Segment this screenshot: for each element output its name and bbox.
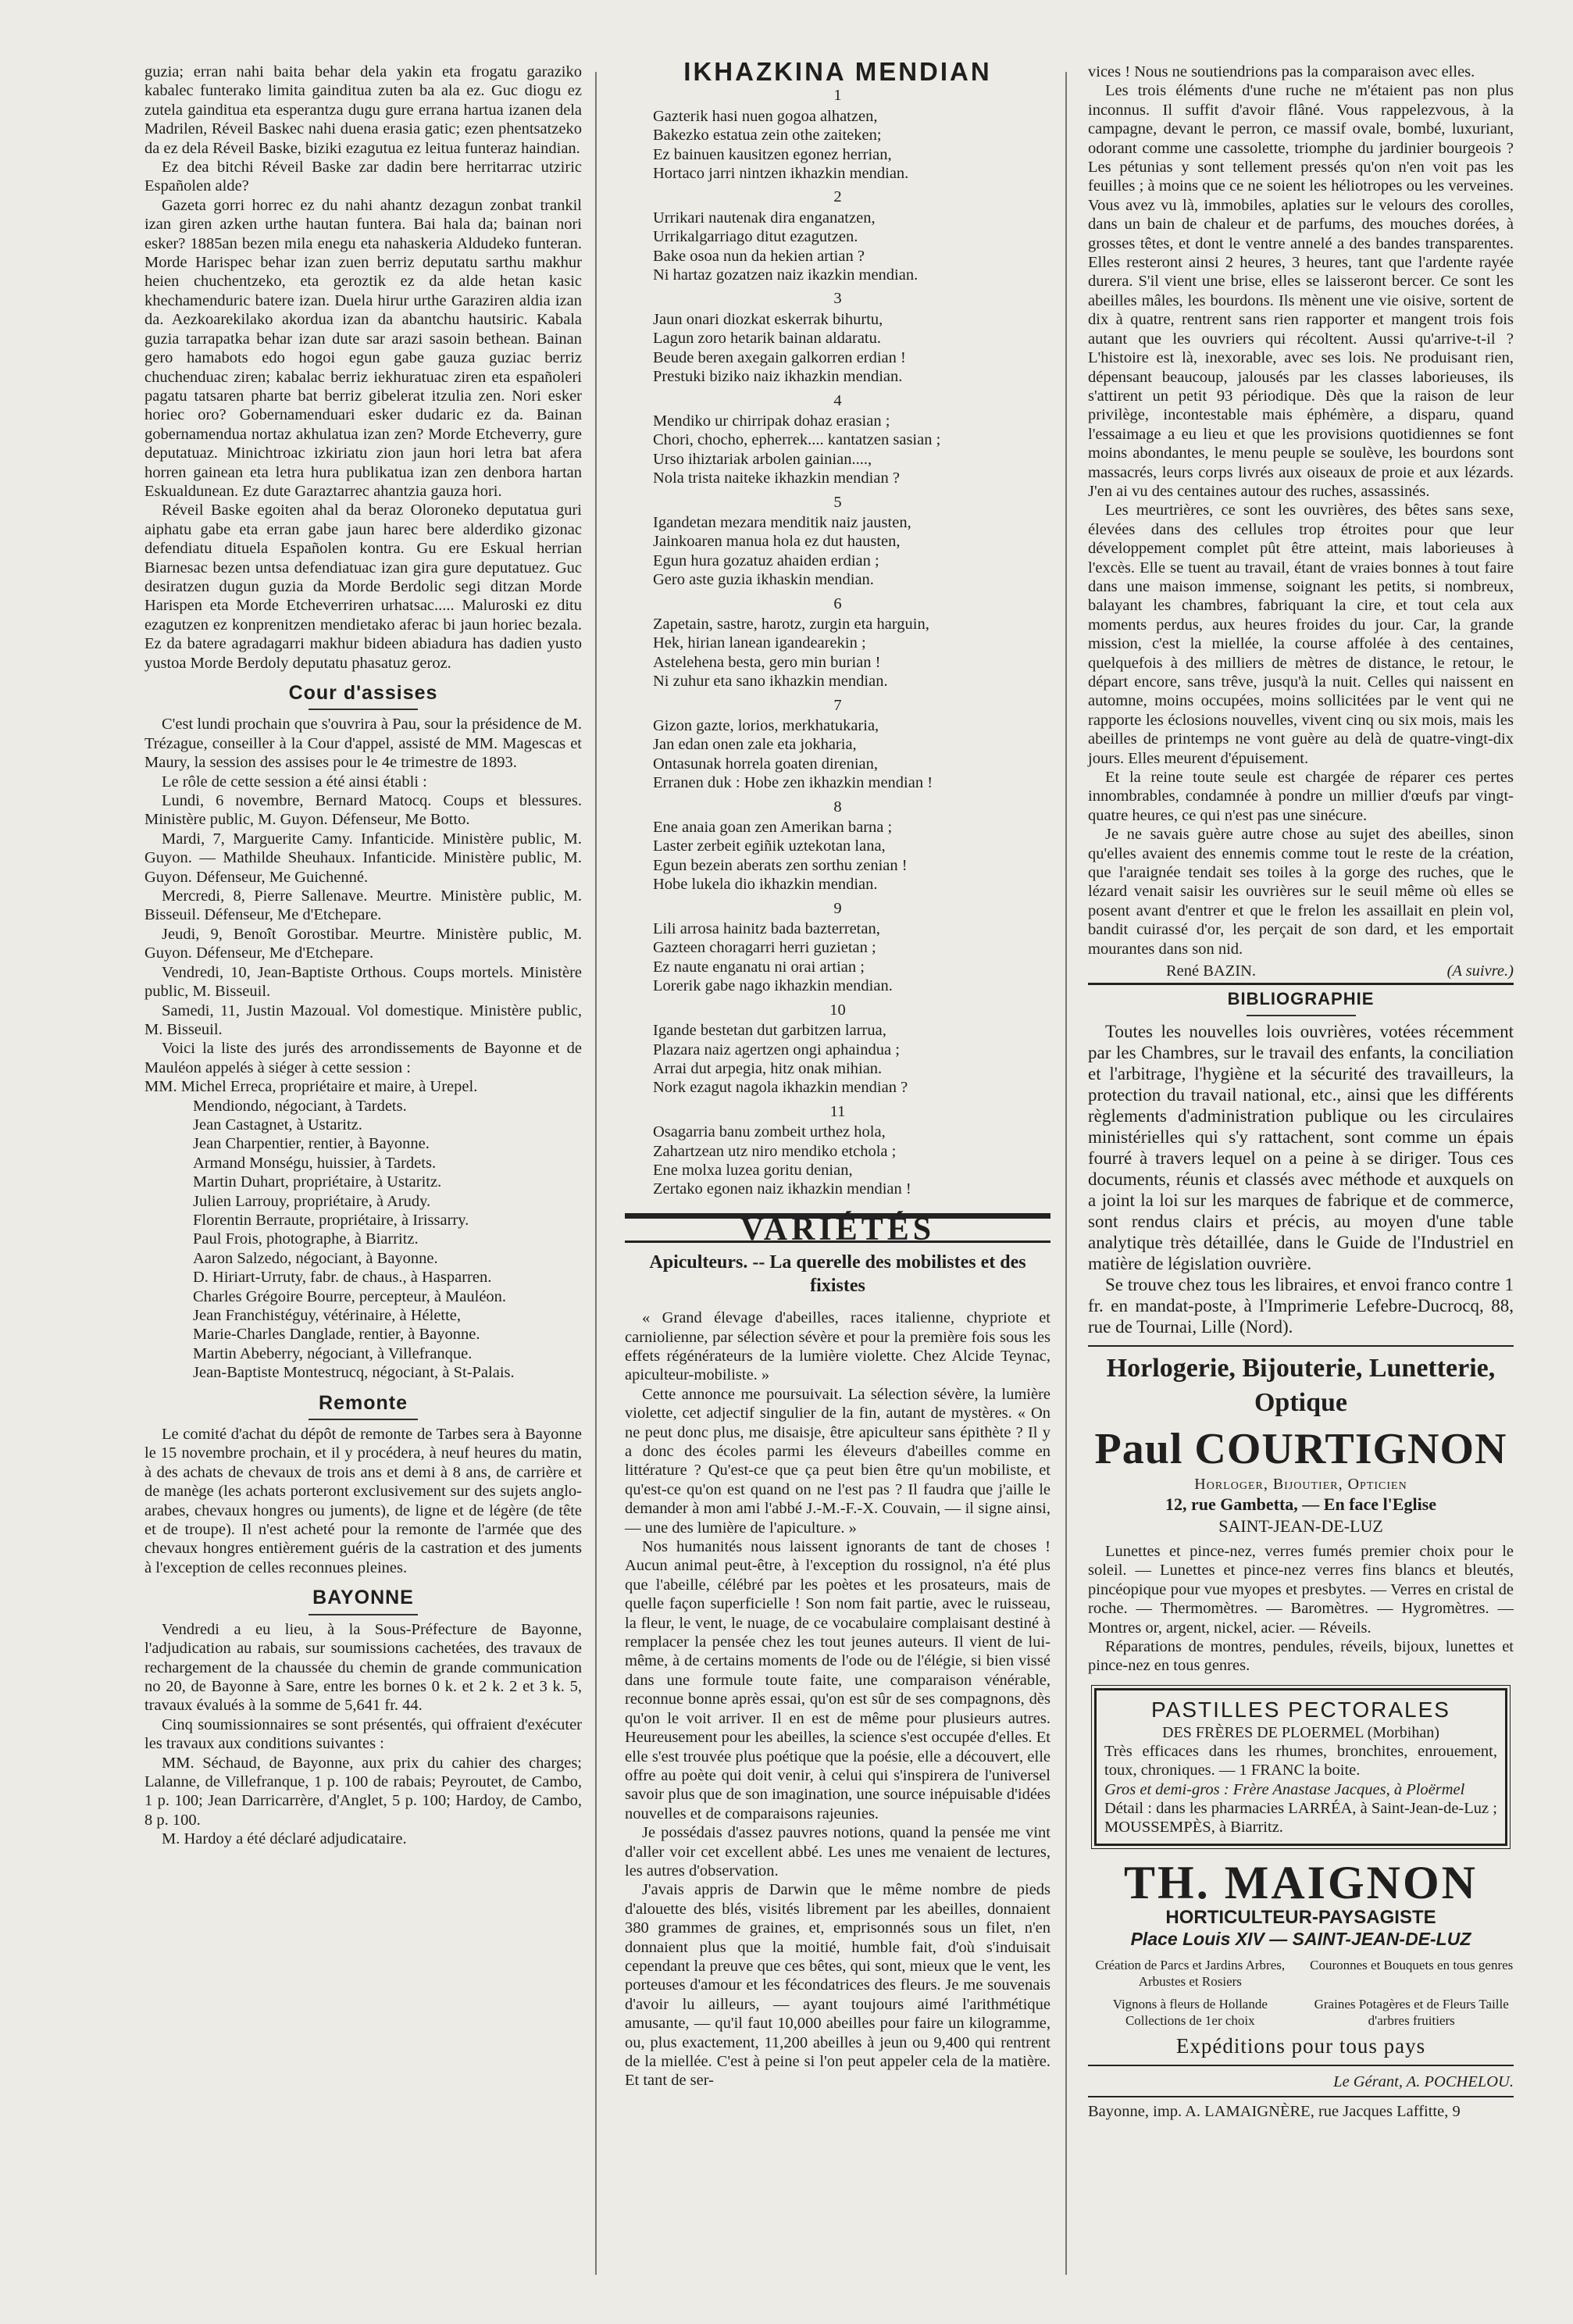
to-be-continued: (A suivre.) [1446, 962, 1514, 980]
jure-item: Mendiondo, négociant, à Tardets. [193, 1097, 407, 1115]
jure-item: Florentin Berraute, propriétaire, à Irissarry. [193, 1211, 469, 1229]
jure-item: Julien Larrouy, propriétaire, à Arudy. [193, 1192, 431, 1210]
stanza-line: Zahartzean utz niro mendiko etchola ; [653, 1142, 897, 1160]
stanza-line: Chori, chocho, epherrek.... kantatzen sasian ; [653, 431, 941, 449]
article-paragraph: Les trois éléments d'une ruche ne m'étaient pas non plus inconnus. Il suffit d'avoir flâné. Vous rappelezvous, à la campagne, devant le perron, ce massif ovale, bombé, luxuriant, odorant comme une cassolette, triomphe du jardinier bourgeois ? Les pétunias y sont tellement pressés qu'on n'en voit pas les feuilles ; à moins que ce ne soient les héliotropes ou les verveines. Vous avez vu là, immobiles, aplaties sur le velours des corolles, dans un bain de chaleur et de parfums, des mouches dorées, à grosses têtes, et dont le ventre annelé a des bandes transparentes. Elles resteront ainsi 2 heures, 3 heures, tant que l'ardente rayée durera. S'il vient une brise, elles se laisseront bercer. Ce sont les abeilles mâles, les bourdons. Ils mènent une vie oisive, sortent de dix à quatre, rentrent sans rien rapporter et mangent trois fois autant que les ouvriers qui récoltent. Aussi qu'arrive-t-il ? L'histoire est là, inexorable, avec ses lois. Ne produisant rien, dépensant beaucoup, jalousés par les classes laborieuses, ils s'attirent un petit 93 périodique. Dès que la raison de leur privilège, incontestable mais éphémère, a disparu, quand l'essaimage a eu lieu et que les provisions quotidiennes se font moins abondantes, le menu peuple se soulève, les bourdons sont massacrés, leurs corps livrés aux oiseaux de proie et aux lézards. J'en ai vu des centaines autour des ruches, assassinés. [1088, 82, 1514, 500]
ad-maignon-service: Graines Potagères et de Fleurs Taille d'arbres fruitiers [1314, 1996, 1509, 2028]
ad-pastilles [1094, 1688, 1507, 1846]
stanza-line: Hek, hirian lanean igandearekin ; [653, 634, 866, 652]
jure-item: Jean Castagnet, à Ustaritz. [193, 1116, 362, 1133]
stanza-line: Lili arrosa hainitz bada bazterretan, [653, 920, 880, 938]
ad-maignon-place: Place Louis XIV — SAINT-JEAN-DE-LUZ [1130, 1928, 1471, 1949]
bayonne-text: M. Hardoy a été déclaré adjudicataire. [162, 1830, 407, 1848]
assises-item: Samedi, 11, Justin Mazoual. Vol domestique. Ministère public, M. Bisseuil. [144, 1001, 582, 1038]
heading-rule [309, 1419, 418, 1420]
stanza-line: Lorerik gabe nago ikhazkin mendian. [653, 977, 893, 995]
stanza-line: Zapetain, sastre, harotz, zurgin eta harguin, [653, 615, 929, 633]
ad-maignon [1088, 1858, 1514, 2060]
article-paragraph: J'avais appris de Darwin que le même nombre de pieds d'alouette des blés, visités librement par les abeilles, donnaient 380 grammes de graines, et, emprisonnés sous un filet, n'en donnaient plus que la moitié, humble fait, d'où s'induisait cependant la preuve que ces bêtes, qui sont, mieux que le vent, les porteuses d'amour et les fécondatrices des fleurs. Je me souvenais d'avoir lu ailleurs, — ayant toujours aimé l'arithmétique amusante, — qu'il faut 10,000 abeilles pour faire un kilogramme, ou, plus exactement, 11,200 abeilles à jeun ou 9,400 qui rentrent de la miellée. C'est à peine si l'on peut appeler cela de la matière. Et tant de ser- [625, 1881, 1050, 2090]
varietes-heading: VARIÉTÉS [625, 1213, 1050, 1243]
column-rule-1 [595, 72, 597, 2275]
stanza-line: Gazteen choragarri herri guzietan ; [653, 939, 876, 957]
stanza-line: Gazterik hasi nuen gogoa alhatzen, [653, 107, 878, 125]
ad-maignon-service: Couronnes et Bouquets en tous genres [1310, 1957, 1514, 1972]
assises-item: Le rôle de cette session a été ainsi établi : [162, 773, 427, 791]
stanza-number: 8 [833, 798, 842, 816]
jures-list [144, 1077, 582, 1383]
footer [1088, 2065, 1514, 2122]
stanza-number: 7 [833, 696, 842, 714]
stanza-line: Bakezko estatua zein othe zaiteken; [653, 127, 882, 145]
stanza-number: 10 [829, 1001, 846, 1019]
article-paragraph: vices ! Nous ne soutiendrions pas la comparaison avec elles. [1088, 63, 1475, 80]
stanza-line: Laster zerbeit egiñik uztekotan lana, [653, 837, 886, 855]
stanza-line: Lagun zoro hetarik bainan aldaratu. [653, 330, 881, 348]
stanza-number: 4 [833, 391, 842, 409]
jure-item: Jean Franchistéguy, vétérinaire, à Hélette, [193, 1307, 462, 1324]
stanza-line: Egun hura gozatuz ahaiden erdian ; [653, 552, 879, 569]
jure-item: Armand Monségu, huissier, à Tardets. [193, 1154, 437, 1172]
article-signature-row [1088, 962, 1514, 984]
gerant-line: Le Gérant, A. POCHELOU. [1333, 2072, 1514, 2090]
stanza-line: Astelehena besta, gero min burian ! [653, 653, 881, 671]
assises-heading: Cour d'assises [288, 682, 438, 704]
stanza-line: Ez naute enganatu ni orai artian ; [653, 958, 865, 976]
poem-title: IKHAZKINA MENDIAN [683, 57, 992, 86]
jure-item: Aaron Salzedo, négociant, à Bayonne. [193, 1249, 438, 1267]
assises-item: Voici la liste des jurés des arrondissements de Bayonne et de Mauléon appelés à siéger à cette session : [144, 1040, 582, 1076]
article-paragraph: Nos humanités nous laissent ignorants de tant de choses ! Aucun animal peut-être, à l'exception du rossignol, n'a été plus que l'abeille, célébré par les poètes et les prosateurs, mais de quelle façon superficielle ! Son nom fait partie, avec le ruisseau, la fleur, le vent, le nuage, de ce vocabulaire complaisant destiné à remplacer la pensée chez les tout jeunes auteurs. Il vient de lui-même, à de certains moments de l'ode ou de l'élégie, si bien vissé dans une formule toute faite, une comparaison vénérable, reconnue bonne après essai, qu'on est sûr de ses compagnons, dès qu'on le voit arriver. Il en est de même pour plusieurs autres. Heureusement pour les abeilles, la science s'est occupée d'elles. Et elle s'est trouvée plus poétique que la poésie, elle a découvert, elle offre au poète qui doit venir, à celui qui s'inspirera de l'universel savoir plus que de son imagination, une source inépuisable d'idées nouvelles et de comparaisons rajeunies. [625, 1538, 1050, 1822]
stanza-line: Urrikalgarriago ditut ezagutzen. [653, 228, 858, 246]
stanza-line: Ez bainuen kausitzen egonez herrian, [653, 145, 892, 163]
ad-shop-address: 12, rue Gambetta, — En face l'Eglise [1165, 1494, 1437, 1514]
ad-pastilles-text: Très efficaces dans les rhumes, bronchites, enrouement, toux, chroniques. — 1 FRANC la boite. [1104, 1742, 1497, 1780]
stanza-number: 2 [833, 188, 842, 206]
ad-maignon-services-1 [1088, 1957, 1514, 1990]
stanza-line: Beude beren axegain galkorren erdian ! [653, 348, 906, 366]
stanza-line: Ene anaia goan zen Amerikan barna ; [653, 819, 893, 837]
column-1 [144, 62, 582, 1849]
stanza-line: Urrikari nautenak dira enganatzen, [653, 209, 876, 227]
ad-pastilles-sub: DES FRÈRES DE PLOERMEL (Morbihan) [1162, 1723, 1439, 1741]
ad-maignon-shipping: Expéditions pour tous pays [1175, 2033, 1426, 2058]
bibliography-text: Se trouve chez tous les libraires, et envoi franco contre 1 fr. en mandat-poste, à l'Imprimerie Lefebre-Ducrocq, 88, rue de Tournai, Lille (Nord). [1088, 1274, 1514, 1337]
heading-rule [1247, 1015, 1356, 1016]
jure-item: Charles Grégoire Bourre, percepteur, à Mauléon. [193, 1287, 507, 1305]
stanza-line: Zertako egonen naiz ikhazkin mendian ! [653, 1180, 911, 1198]
ad-maignon-services-2 [1088, 1996, 1514, 2029]
ad-shop-trades: Horloger, Bijoutier, Opticien [1194, 1475, 1407, 1493]
ad-pastilles-retail: Détail : dans les pharmacies LARRÉA, à Saint-Jean-de-Luz ; MOUSSEMPÈS, à Biarritz. [1104, 1799, 1497, 1837]
stanza-line: Jainkoaren manua hola ez dut hausten, [653, 533, 901, 551]
basque-paragraph: Ez dea bitchi Réveil Baske zar dadin bere herritarrac utziric Españolen alde? [144, 159, 582, 195]
remonte-text: Le comité d'achat du dépôt de remonte de Tarbes sera à Bayonne le 15 novembre prochain, et il y procédera, à neuf heures du matin, à des achats de chevaux de trois ans et demi à 8 ans, de carrière et de manège (les achats porteront exclusivement sur des sujets anglo-arabes, chevaux hongres ou juments), de ligne et de légère (de tête et de troupe). Il n'est acheté pour la remonte de l'armée que des chevaux hongres entièrement guéris de la castration et des juments à l'exception de celles reconnues pleines. [144, 1426, 582, 1576]
stanza-line: Jan edan onen zale eta jokharia, [653, 736, 857, 754]
jure-item: MM. Michel Erreca, propriétaire et maire, à Urepel. [144, 1078, 478, 1096]
stanza-line: Igandetan mezara menditik naiz jausten, [653, 513, 911, 531]
stanza-line: Nola trista naiteke ikhazkin mendian ? [653, 469, 900, 487]
stanza-line: Ontasunak horrela goaten direnian, [653, 755, 879, 773]
stanza-number: 1 [833, 87, 842, 105]
stanza-line: Bake osoa nun da hekien artian ? [653, 247, 865, 265]
stanza-line: Ni zuhur eta sano ikhazkin mendian. [653, 673, 888, 691]
author-signature: René BAZIN. [1166, 962, 1257, 980]
ad-maignon-trade: HORTICULTEUR-PAYSAGISTE [1165, 1906, 1436, 1928]
article-paragraph: Les meurtrières, ce sont les ouvrières, des bêtes sans sexe, élevées dans des cellules trop étroites pour que leur développement complet pût être atteint, mais laborieuses à l'excès. Elle se tuent au travail, étant de vraies bonnes à tout faire dans une maison immense, soignant les petits, si nombreux, balayant les chambres, fabriquant la cire, et tout cela aux moments perdus, aux heures froides du jour. Car, la grande mission, c'est la miellée, la course affolée à des centaines, quelquefois à des milliers de mètres de distance, le retour, le départ encore, sans trêve, jusqu'à la nuit. Celles qui naissent en automne, moins occupées, moins sollicitées par le vent qui ne rapporte les éclosions nouvelles, vivent cinq ou six mois, mais les abeilles de printemps ne vont guère au delà de quatre-vingt-dix jours. Elles meurent d'épuisement. [1088, 502, 1514, 767]
article-paragraph: Et la reine toute seule est chargée de réparer ces pertes innombrables, condamnée à pondre un millier d'œufs par vingt-quatre heures, ce qui n'est pas une sinécure. [1088, 769, 1514, 824]
jure-item: Jean-Baptiste Montestrucq, négociant, à St-Palais. [193, 1364, 515, 1382]
bibliography-heading: BIBLIOGRAPHIE [1227, 988, 1375, 1008]
bayonne-heading: BAYONNE [312, 1587, 414, 1609]
stanza-line: Hobe lukela dio ikhazkin mendian. [653, 876, 878, 894]
poem-stanzas [625, 86, 1050, 1198]
ad-pastilles-title: PASTILLES PECTORALES [1151, 1697, 1450, 1722]
stanza-line: Gizon gazte, lorios, merkhatukaria, [653, 717, 879, 734]
stanza-number: 11 [829, 1102, 846, 1120]
assises-item: Jeudi, 9, Benoît Gorostibar. Meurtre. Ministère public, M. Guyon. Défenseur, Me d'Etchepare. [144, 925, 582, 962]
stanza-line: Ni hartaz gozatzen naiz ikazkin mendian. [653, 266, 918, 284]
stanza-line: Arrai dut arpegia, hitz onak mihian. [653, 1059, 883, 1077]
stanza-line: Urso ihiztariak arbolen gainian...., [653, 450, 872, 468]
article-paragraph: Cette annonce me poursuivait. La sélection sévère, la lumière violette, cet adjectif singulier de la fin, autant de mystères. « On ne peut donc plus, me disaisje, être apiculteur sans épithète ? Il y a donc des écoles parmi les éleveurs d'abeilles comme en littérature ? Qu'est-ce que ça peut bien être qu'un mobiliste, et qu'est-ce qu'on est quand on ne l'est pas ? Il faudra que j'aille le demander à mon ami l'abbé J.-M.-F.-X. Couvain, — il signe ainsi, — une des lumière de l'apiculture. » [625, 1385, 1050, 1537]
ad-pastilles-wholesale: Gros et demi-gros : Frère Anastase Jacques, à Ploërmel [1104, 1780, 1465, 1798]
bayonne-text: Cinq soumissionnaires se sont présentés, qui offraient d'exécuter les travaux aux conditions suivantes : [144, 1715, 582, 1753]
stanza-line: Hortaco jarri nintzen ikhazkin mendian. [653, 165, 909, 183]
stanza-number: 6 [833, 594, 842, 612]
stanza-line: Mendiko ur chirripak dohaz erasian ; [653, 412, 890, 430]
column-2 [625, 57, 1050, 2090]
stanza-number: 3 [833, 290, 842, 308]
stanza-line: Osagarria banu zombeit urthez hola, [653, 1123, 886, 1141]
bibliography-text: Toutes les nouvelles lois ouvrières, votées récemment par les Chambres, sur le travail des enfants, la conciliation et l'arbitrage, l'hygiène et la sécurité des travailleurs, la protection du travail national, etc., ainsi que les différents règlements d'administration publique ou les circulaires ministérielles qui s'y rattachent, sont comme un épais fourré à travers lequel on a peine à se diriger. Tous ces documents, réunis et classés avec méthode et auxquels on a joint la loi sur les marques de fabrique et de commerce, sont rendus clairs et précis, au moyen d'une table analytique très détaillée, dans le Guide de l'Industriel en matière de législation ouvrière. [1088, 1021, 1514, 1273]
stanza-line: Egun bezein aberats zen sorthu zenian ! [653, 856, 908, 874]
column-3 [1088, 62, 1514, 2122]
article-paragraph: Je possédais d'assez pauvres notions, quand la pensée me vint d'aller voir cet excellent abbé. Les unes me venaient de lectures, les autres d'observation. [625, 1824, 1050, 1880]
column-rule-2 [1065, 72, 1067, 2275]
ad-shop-text: Réparations de montres, pendules, réveils, bijoux, lunettes et pince-nez en tous genres. [1088, 1637, 1514, 1675]
stanza-line: Ene molxa luzea goritu denian, [653, 1161, 853, 1179]
stanza-number: 5 [833, 493, 842, 511]
ad-maignon-name: TH. MAIGNON [1124, 1856, 1478, 1908]
basque-paragraph: guzia; erran nahi baita behar dela yakin eta frogatu garaziko kabalec funterako limita gainditua zuten ba ala ez. Guc diogu ez zutela gainditua eta esperantza dugu gure errana hartua izanen dela Madrilen, Réveil Baskec nahi duena erasia gatic; ezen phentsatzeko da ez dela Réveil Baske, biziki ezagutua ez leitua funteraz haindian. [144, 63, 582, 157]
ad-courtignon [1088, 1345, 1514, 1676]
jure-item: Marie-Charles Danglade, rentier, à Bayonne. [193, 1326, 480, 1344]
article-paragraph: « Grand élevage d'abeilles, races italienne, chypriote et carniolienne, par sélection sévère et pour la première fois sous les effets régénérateurs de la lumière violette. Chez Alcide Teynac, apiculteur-mobiliste. » [625, 1309, 1050, 1384]
basque-paragraph: Réveil Baske egoiten ahal da beraz Oloroneko deputatua guri aiphatu gabe eta erran gabe jaun harec bere alderdiko gizonac defendiatu dituela Españolen kontra. Gu ere Eskual herrian Biarnesac bezen untsa defendiatuac izan gira gure deputatuez. Guc desiratzen dugun guzia da Morde Berdolic segi ditzan Morde Harispen eta Morde Etcheverriren urhatsac..... Maluroski ez ditu ezagutzen ez konprenitzen mendietako aferac bi jaun horiec bezala. Ez da batere agradagarri makhur bideen abiadura has dadien yusto yustoa Morde Berdoly deputatu phasatuz geroz. [144, 502, 582, 672]
bayonne-text: Vendredi a eu lieu, à la Sous-Préfecture de Bayonne, l'adjudication au rabais, sur soumissions cachetées, des travaux de rechargement de la chaussée du chemin de grande communication no 20, de Bayonne à Sare, entre les bornes 0 k. et 2 k. 2 et 3 k. 5, travaux évalués à la somme de 5,641 fr. 44. [144, 1620, 582, 1715]
article-paragraph: Je ne savais guère autre chose au sujet des abeilles, sinon qu'elles avaient des ennemis comme tout le reste de la création, que l'araignée tendait ses toiles à la gorge des ruches, que le lézard venait saisir les ouvrières sur le seuil même où elles se posent avant d'entrer et que le frelon les assaillait en plein vol, bandit cuirassé d'or, les perçait de son dard, et les emportait mourantes dans son nid. [1088, 826, 1514, 958]
stanza-number: 9 [833, 899, 842, 917]
assises-item: Mardi, 7, Marguerite Camy. Infanticide. Ministère public, M. Guyon. — Mathilde Sheuhaux. Infanticide. Ministère public, M. Guyon. Défenseur, Me Guichenné. [144, 830, 582, 886]
bayonne-text: MM. Séchaud, de Bayonne, aux prix du cahier des charges; Lalanne, de Villefranque, 1 p. 100 de rabais; Peyroutet, de Cambo, 1 p. 100; Jean Darricarrère, d'Anglet, 5 p. 100; Hardoy, de Cambo, 8 p. 100. [144, 1754, 582, 1829]
stanza-line: Prestuki biziko naiz ikhazkin mendian. [653, 368, 903, 386]
stanza-line: Erranen duk : Hobe zen ikhazkin mendian ! [653, 774, 933, 792]
stanza-line: Igande bestetan dut garbitzen larrua, [653, 1022, 886, 1040]
stanza-line: Plazara naiz agertzen ongi aphaindua ; [653, 1041, 900, 1058]
assises-item: Mercredi, 8, Pierre Sallenave. Meurtre. Ministère public, M. Bisseuil. Défenseur, Me d'Etchepare. [144, 887, 582, 924]
assises-item: Vendredi, 10, Jean-Baptiste Orthous. Coups mortels. Ministère public, M. Bisseuil. [144, 963, 582, 1001]
jure-item: D. Hiriart-Urruty, fabr. de chaus., à Hasparren. [193, 1269, 492, 1287]
jure-item: Jean Charpentier, rentier, à Bayonne. [193, 1135, 430, 1153]
jure-item: Paul Frois, photographe, à Biarritz. [193, 1230, 419, 1248]
ad-shop-city: SAINT-JEAN-DE-LUZ [1218, 1515, 1383, 1536]
jure-item: Martin Duhart, propriétaire, à Ustaritz. [193, 1173, 442, 1191]
ad-shop-text: Lunettes et pince-nez, verres fumés premier choix pour le soleil. — Lunettes et pince-nez verres fins blancs et bleutés, pincéopique pour vue myopes et presbytes. — Verres en cristal de roche. — Thermomètres. — Baromètres. — Hygromètres. — Montres or, argent, nickel, acier. — Réveils. [1088, 1542, 1514, 1637]
ad-maignon-service: Vignons à fleurs de Hollande Collections de 1er choix [1112, 1996, 1268, 2028]
ad-shop-name: Paul COURTIGNON [1094, 1424, 1507, 1473]
assises-intro: C'est lundi prochain que s'ouvrira à Pau, sour la présidence de M. Trézague, conseiller à la Cour d'appel, assisté de MM. Magescas et Maury, la session des assises pour le 4e trimestre de 1893. [144, 716, 582, 772]
jure-item: Martin Abeberry, négociant, à Villefranque. [193, 1344, 473, 1362]
basque-paragraph: Gazeta gorri horrec ez du nahi ahantz dezagun zonbat trankil izan giren azken urthe hautan funtera. Bai hala da; bainan nori esker? 1885an bezen mila enegu eta nahaskeria Aldudeko funteran. Morde Harispec behar izan zuen berriz deputatu sarthu makhur heien chuchentzeko, eta geroztik ez da alde hetan kasic khechamenduric batere izan. Duela hirur urthe Garaziren aldia izan da. Aezkoarekilako akordua izan da abantchu hautsiric. Kabala guzia tarrapatka behar izan dute sar arazi sasoin bethean. Bainan gero hamabots edo hogoi egun gabe gauza guziac berriz chuchenduac ziren; kabalac berriz iekhuratuac ziren eta españoleri pagatu tatsaren pharte bat berriz gibelerat itzulia zen. Nori esker horiec oro? Gobernamenduari esker dudaric ez da. Bainan gobernamendua nortaz akhulatua izan zen? Morde Etcheverry, gure deputatuaz. Minichtroac izkiriatu zion jaun hori letra bat afera horren gainean eta letra hura publikatua izan zen denbora hartan Eskualdunean. Ez dute Garaztarrec ahantzia gauza hori. [144, 196, 582, 500]
ad-maignon-service: Création de Parcs et Jardins Arbres, Arbustes et Rosiers [1095, 1957, 1286, 1989]
stanza-line: Jaun onari diozkat eskerrak bihurtu, [653, 310, 883, 328]
heading-rule [309, 709, 418, 710]
ad-trades-heading: Horlogerie, Bijouterie, Lunetterie, Optique [1106, 1353, 1496, 1417]
heading-rule [309, 1614, 418, 1615]
article-title: Apiculteurs. -- La querelle des mobilistes et des fixistes [649, 1252, 1026, 1297]
stanza-line: Gero aste guzia ikhaskin mendian. [653, 571, 874, 589]
printer-line: Bayonne, imp. A. LAMAIGNÈRE, rue Jacques Laffitte, 9 [1088, 2096, 1514, 2121]
remonte-heading: Remonte [319, 1391, 408, 1414]
stanza-line: Nork ezagut nagola ikhazkin mendian ? [653, 1079, 908, 1097]
assises-item: Lundi, 6 novembre, Bernard Matocq. Coups et blessures. Ministère public, M. Guyon. Défenseur, Me Botto. [144, 792, 582, 829]
